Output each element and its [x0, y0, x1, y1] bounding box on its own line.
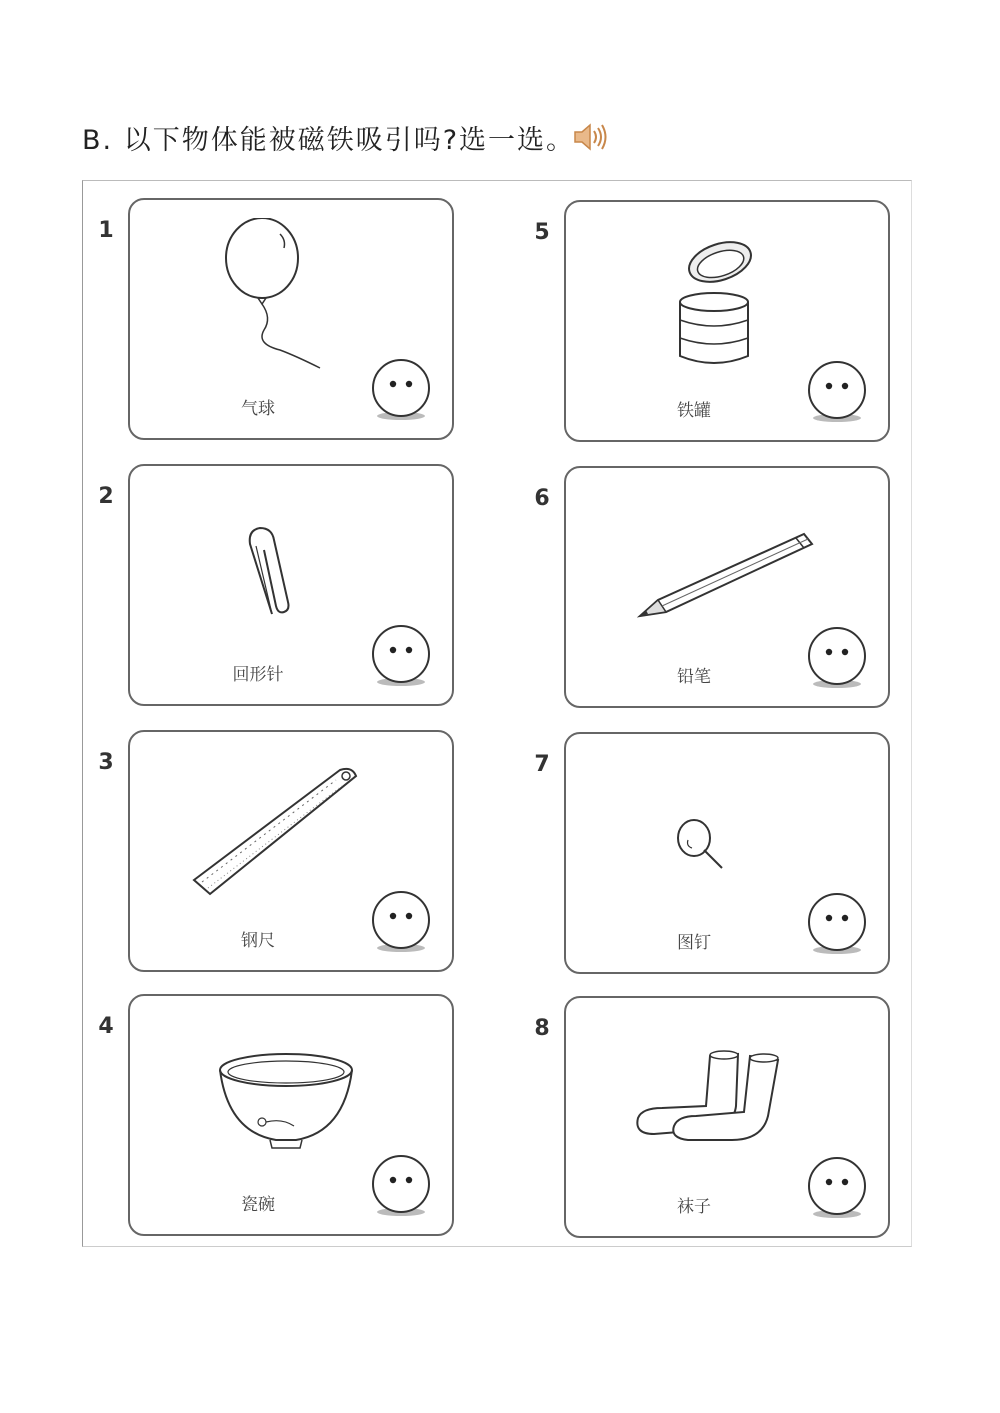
item-card-paper-clip: [128, 464, 454, 706]
thumbtack-icon: [674, 816, 734, 876]
speaker-icon[interactable]: [572, 120, 608, 154]
item-label: 袜子: [677, 1197, 711, 1217]
item-label: 铁罐: [677, 401, 711, 421]
item-number: 7: [534, 752, 550, 777]
item-card-iron-can: [564, 200, 890, 442]
porcelain-bowl-icon: [216, 1052, 356, 1152]
item-number: 4: [98, 1014, 114, 1039]
face-icon[interactable]: [806, 626, 868, 688]
item-label: 回形针: [232, 665, 284, 685]
item-label: 图钉: [677, 933, 711, 953]
item-number: 2: [98, 484, 114, 509]
item-number: 6: [534, 486, 550, 511]
face-icon[interactable]: [370, 1154, 432, 1216]
item-number: 8: [534, 1016, 550, 1041]
item-label: 瓷碗: [241, 1195, 275, 1215]
item-label: 铅笔: [677, 667, 711, 687]
item-card-thumbtack: [564, 732, 890, 974]
face-icon[interactable]: [806, 892, 868, 954]
item-number: 1: [98, 218, 114, 243]
face-icon[interactable]: [370, 624, 432, 686]
item-card-socks: [564, 996, 890, 1238]
face-icon[interactable]: [370, 890, 432, 952]
iron-can-icon: [672, 238, 762, 372]
item-card-pencil: [564, 466, 890, 708]
item-number: 5: [534, 220, 550, 245]
pencil-icon: [636, 528, 816, 624]
item-label: 气球: [241, 399, 275, 419]
balloon-icon: [220, 218, 340, 378]
face-icon[interactable]: [370, 358, 432, 420]
face-icon[interactable]: [806, 360, 868, 422]
item-card-balloon: [128, 198, 454, 440]
socks-icon: [634, 1046, 784, 1146]
item-label: 钢尺: [241, 931, 275, 951]
face-icon[interactable]: [806, 1156, 868, 1218]
item-number: 3: [98, 750, 114, 775]
steel-ruler-icon: [190, 762, 360, 902]
item-card-steel-ruler: [128, 730, 454, 972]
page-title: B. 以下物体能被磁铁吸引吗?选一选。: [82, 125, 576, 156]
item-card-porcelain-bowl: [128, 994, 454, 1236]
paper-clip-icon: [242, 522, 302, 622]
